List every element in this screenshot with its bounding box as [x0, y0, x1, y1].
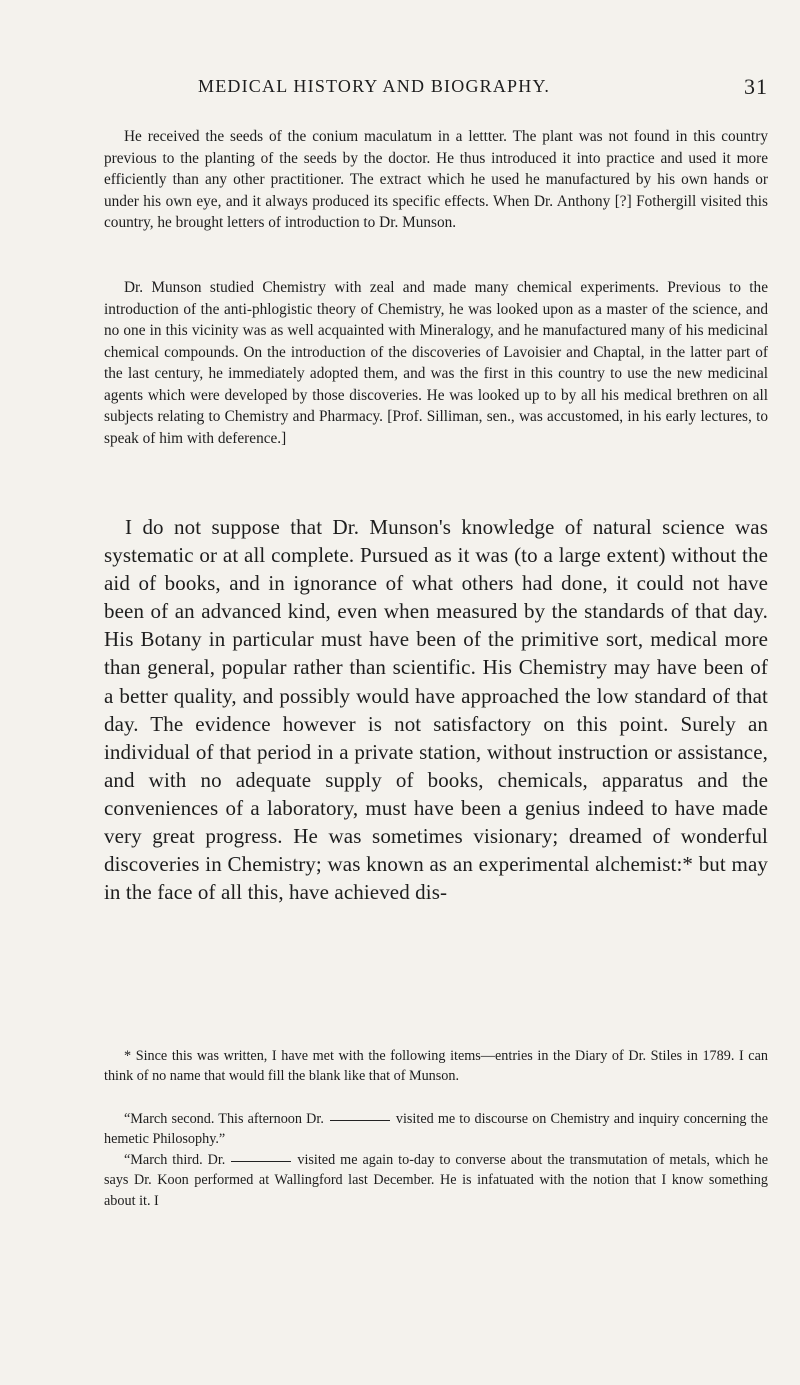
- footnote-name-blank: [330, 1120, 390, 1121]
- page-number: 31: [744, 74, 768, 99]
- footnote-entry-march-second-start: “March second. This afternoon Dr.: [124, 1111, 324, 1127]
- footnote-intro: * Since this was written, I have met with the following items—entries in the Diary of Dr. Stiles in 1789. I can think of no name that would fill the blank like that of Munson.: [104, 1048, 768, 1085]
- paragraph-natural-science: I do not suppose that Dr. Munson's knowledge of natural science was systematic or at all complete. Pursued as it was (to a large extent) without the aid of books, and in ignorance of what others had done, it could not have been of an advanced kind, even when measured by the standards of that day. His Botany in particular must have been of the primitive sort, medical more than general, popular rather than scientific. His Chemistry may have been of a better quality, and possibly would have approached the low standard of that day. The evidence however is not satisfactory on this point. Surely an individual of that period in a private station, without instruction or assistance, and with no adequate supply of books, chemicals, apparatus and the conveniences of a laboratory, must have been a genius indeed to have made very great progress. He was sometimes visionary; dreamed of wonderful discoveries in Chemistry; was known as an experimental alchemist:* but may in the face of all this, have achieved dis-: [104, 515, 768, 905]
- running-header: [198, 76, 768, 106]
- paragraph-chemistry: Dr. Munson studied Chemistry with zeal and made many chemical experiments. Previous to the introduction of the anti-phlogistic theory of Chemistry, he was looked upon as a master of the science, and no one in this vicinity was as well acquainted with Mineralogy, and he manufactured many of his medicinal chemical compounds. On the introduction of the discoveries of Lavoisier and Chaptal, in the latter part of the last century, he immediately adopted them, and was the first in this country to use the new medicinal agents which were developed by those discoveries. He was looked up to by all his medical brethren on all subjects relating to Chemistry and Pharmacy. [Prof. Silliman, sen., was accustomed, in his early lectures, to speak of him with deference.]: [104, 279, 768, 447]
- footnote-entry-march-third-end: visited me again to-day to converse about the transmutation of metals, which he says Dr. Koon performed at Wallingford last December. He is infatuated with the notion that I know something about it. I: [104, 1152, 768, 1209]
- footnote-entry-march-third-start: “March third. Dr.: [124, 1152, 226, 1168]
- footnote-name-blank-second: [231, 1161, 291, 1162]
- footnote-entry-march-second: [104, 1109, 768, 1150]
- paragraph-conium: He received the seeds of the conium maculatum in a lettter. The plant was not found in this country previous to the planting of the seeds by the doctor. He thus introduced it into practice and used it more efficiently than any other practitioner. The extract which he used he manufactured by his own hands or under his own eye, and it always produced its specific effects. When Dr. Anthony [?] Fothergill visited this country, he brought letters of introduction to Dr. Munson.: [104, 128, 768, 231]
- footnote-entry-march-second-end: visited me to discourse on Chemistry and inquiry concerning the hemetic Philosophy.”: [104, 1111, 768, 1148]
- running-head-title: MEDICAL HISTORY AND BIOGRAPHY.: [198, 76, 551, 96]
- footnote-entry-march-third: [104, 1150, 768, 1211]
